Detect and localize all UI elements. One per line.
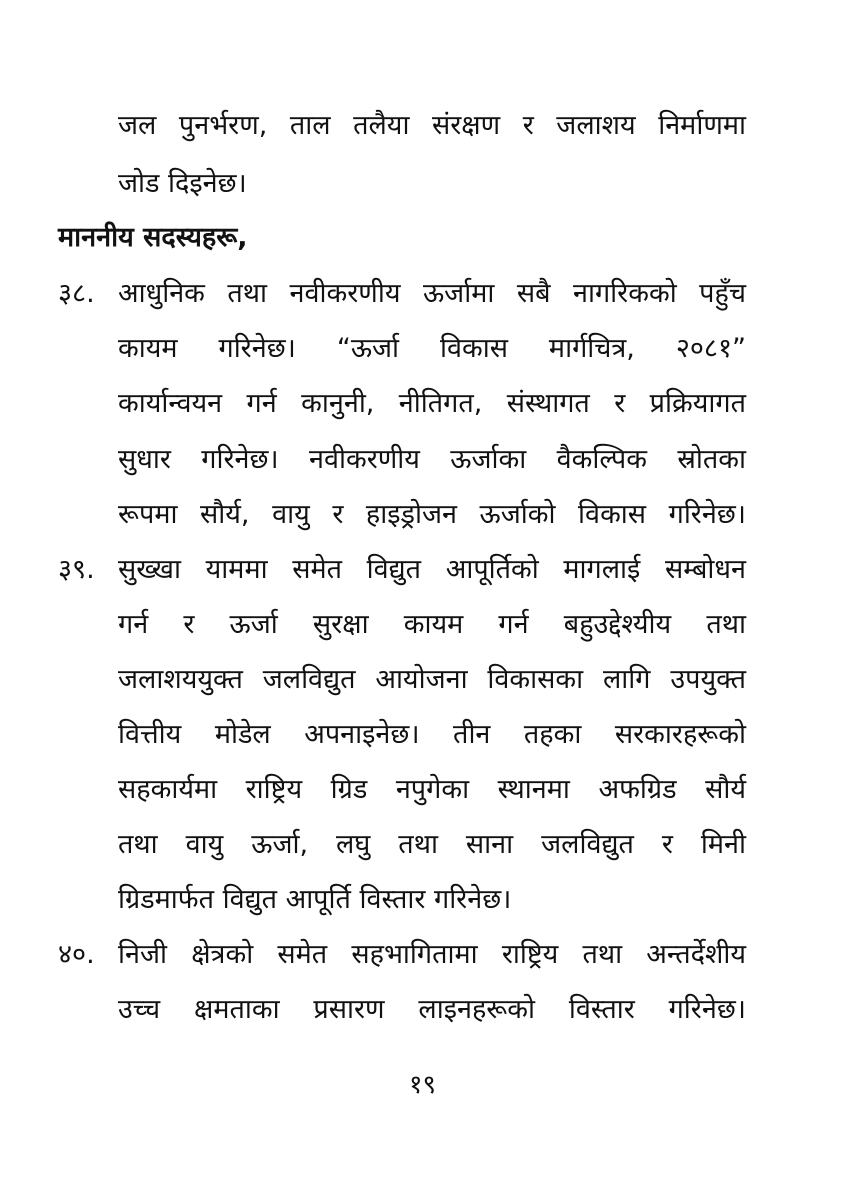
paragraph-line: रूपमा सौर्य, वायु र हाइड्रोजन ऊर्जाको विकास गरिनेछ। xyxy=(118,499,746,530)
paragraph-line: सुधार गरिनेछ। नवीकरणीय ऊर्जाका वैकल्पिक स्रोतका xyxy=(118,444,746,475)
paragraph-number: ३९. xyxy=(58,554,95,585)
paragraph-line: निजी क्षेत्रको समेत सहभागितामा राष्ट्रिय तथा अन्तर्देशीय xyxy=(118,939,746,970)
section-heading: माननीय सदस्यहरू, xyxy=(58,222,248,253)
paragraph-line: गर्न र ऊर्जा सुरक्षा कायम गर्न बहुउद्देश्यीय तथा xyxy=(118,609,746,640)
paragraph-line: जलाशययुक्त जलविद्युत आयोजना विकासका लागि उपयुक्त xyxy=(118,664,746,695)
paragraph-number: ४०. xyxy=(58,939,95,970)
paragraph-line: तथा वायु ऊर्जा, लघु तथा साना जलविद्युत र मिनी xyxy=(118,829,746,860)
page-number: १९ xyxy=(408,1070,437,1100)
paragraph-line: सुख्खा याममा समेत विद्युत आपूर्तिको मागलाई सम्बोधन xyxy=(118,554,746,585)
intro-line: जोड दिइनेछ। xyxy=(118,168,247,199)
intro-line: जल पुनर्भरण, ताल तलैया संरक्षण र जलाशय निर्माणमा xyxy=(118,110,746,141)
paragraph-line: वित्तीय मोडेल अपनाइनेछ। तीन तहका सरकारहरूको xyxy=(118,719,746,750)
paragraph-number: ३८. xyxy=(58,278,95,309)
paragraph-line: कार्यान्वयन गर्न कानुनी, नीतिगत, संस्थागत र प्रक्रियागत xyxy=(118,388,746,419)
paragraph-line: आधुनिक तथा नवीकरणीय ऊर्जामा सबै नागरिकको पहुँच xyxy=(118,278,746,309)
paragraph-line: कायम गरिनेछ। “ऊर्जा विकास मार्गचित्र, २०८१” xyxy=(118,333,746,364)
paragraph-line: ग्रिडमार्फत विद्युत आपूर्ति विस्तार गरिनेछ। xyxy=(118,884,512,915)
paragraph-line: सहकार्यमा राष्ट्रिय ग्रिड नपुगेका स्थानमा अफग्रिड सौर्य xyxy=(118,774,746,805)
paragraph-line: उच्च क्षमताका प्रसारण लाइनहरूको विस्तार गरिनेछ। xyxy=(118,994,746,1025)
